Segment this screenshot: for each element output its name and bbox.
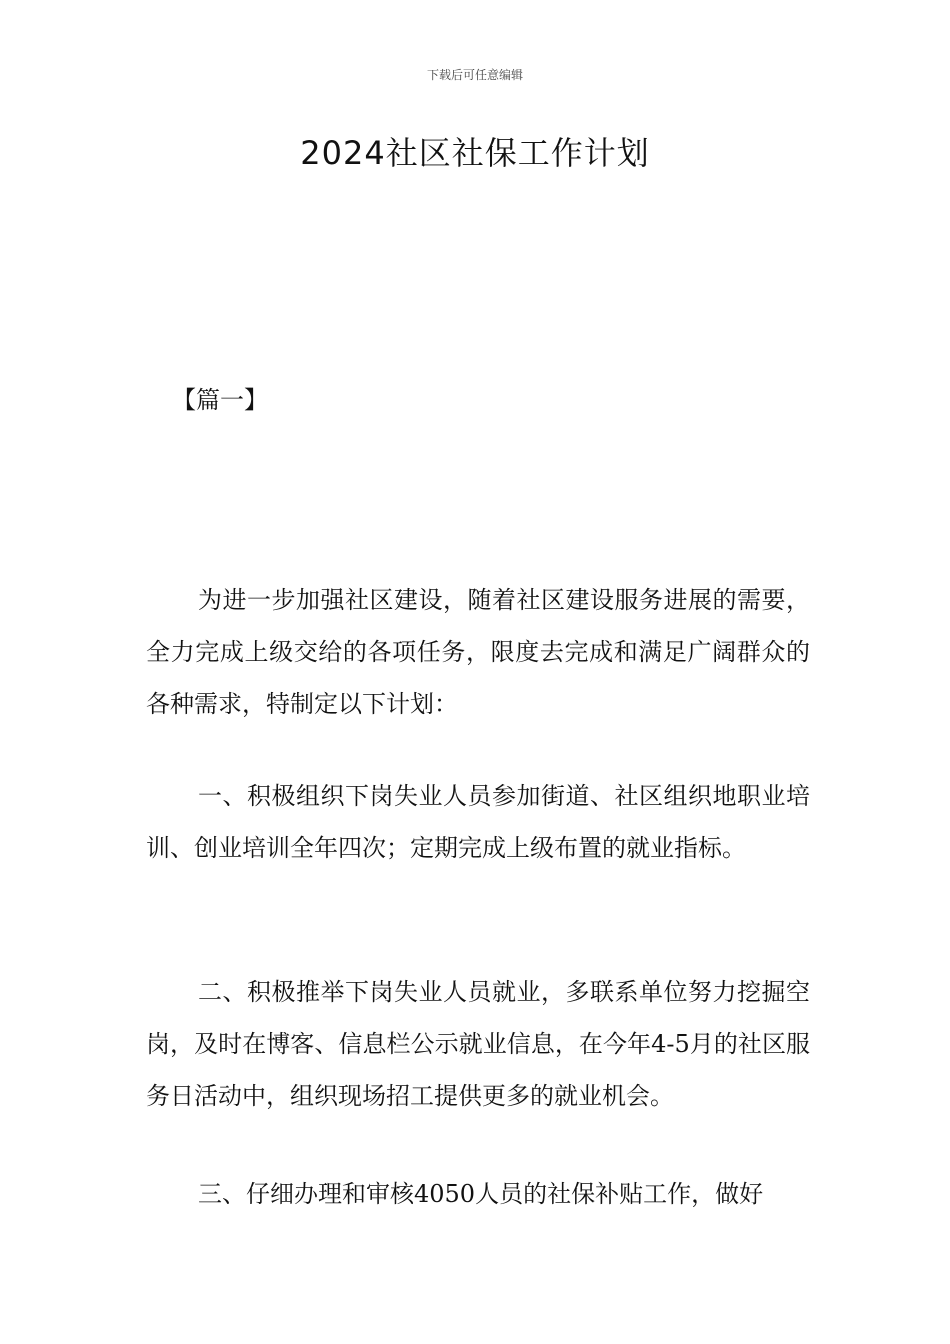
paragraph-item-3: 三、仔细办理和审核4050人员的社保补贴工作，做好: [198, 1180, 764, 1208]
section-label: 【篇一】: [172, 386, 268, 414]
document-title: 2024社区社保工作计划: [300, 134, 650, 172]
header-note: 下载后可任意编辑: [426, 68, 523, 82]
paragraph-item-1: 一、积极组织下岗失业人员参加街道、社区组织地职业培训、创业培训全年四次；定期完成上级布置的就业指标。: [146, 782, 810, 862]
paragraph-item-2: 二、积极推举下岗失业人员就业，多联系单位努力挖掘空岗，及时在博客、信息栏公示就业信息，在今年4-5月的社区服务日活动中，组织现场招工提供更多的就业机会。: [146, 978, 810, 1110]
paragraph-intro: 为进一步加强社区建设，随着社区建设服务进展的需要，全力完成上级交给的各项任务，限度去完成和满足广阔群众的各种需求，特制定以下计划：: [146, 586, 810, 718]
